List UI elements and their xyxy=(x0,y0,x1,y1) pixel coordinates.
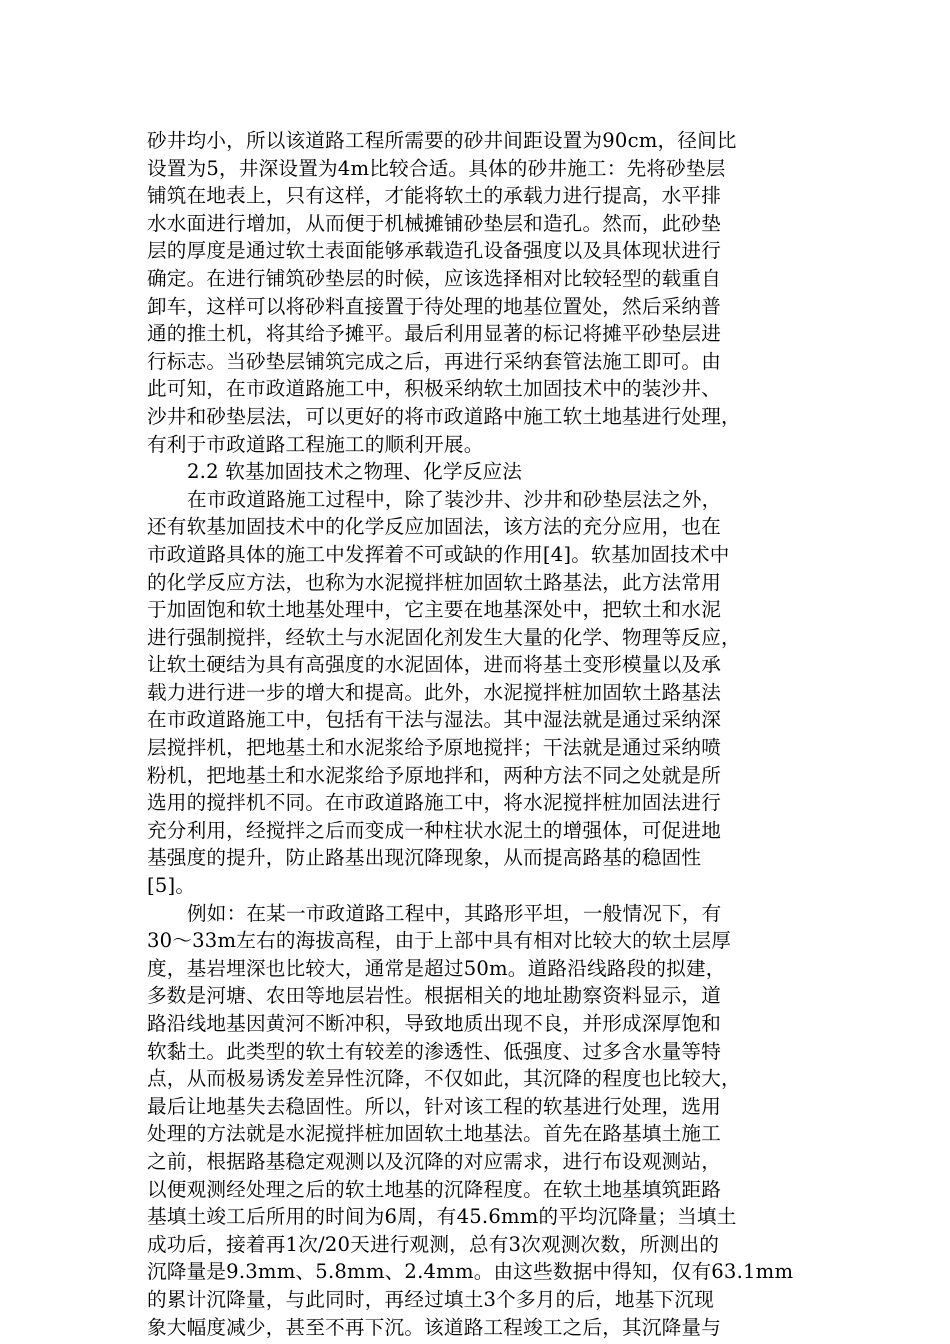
text-line: 层搅拌机，把地基土和水泥浆给予原地搅拌；干法就是通过采纳喷 xyxy=(147,736,722,760)
document-page xyxy=(147,127,807,1341)
text-line: 层的厚度是通过软土表面能够承载造孔设备强度以及具体现状进行 xyxy=(147,239,722,263)
text-line: 有利于市政道路工程施工的顺利开展。 xyxy=(147,432,484,456)
text-line: 粉机，把地基土和水泥浆给予原地拌和，两种方法不同之处就是所 xyxy=(147,763,722,787)
text-line: 充分利用，经搅拌之后而变成一种柱状水泥土的增强体，可促进地 xyxy=(147,818,722,842)
text-line: 进行强制搅拌，经软土与水泥固化剂发生大量的化学、物理等反应， xyxy=(147,625,741,649)
text-line: 软黏土。此类型的软土有较差的渗透性、低强度、过多含水量等特 xyxy=(147,1039,722,1063)
text-line: 以便观测经处理之后的软土地基的沉降程度。在软土地基填筑距路 xyxy=(147,1177,722,1201)
text-line: 行标志。当砂垫层铺筑完成之后，再进行采纳套管法施工即可。由 xyxy=(147,349,722,373)
text-line: 于加固饱和软土地基处理中，它主要在地基深处中，把软土和水泥 xyxy=(147,598,722,622)
text-line: 确定。在进行铺筑砂垫层的时候，应该选择相对比较轻型的载重自 xyxy=(147,266,722,290)
text-line: 砂井均小，所以该道路工程所需要的砂井间距设置为90cm，径间比 xyxy=(147,129,737,152)
text-line: 多数是河塘、农田等地层岩性。根据相关的地址勘察资料显示，道 xyxy=(147,984,722,1008)
text-line: 最后让地基失去稳固性。所以，针对该工程的软基进行处理，选用 xyxy=(147,1094,722,1118)
text-line: 还有软基加固技术中的化学反应加固法，该方法的充分应用，也在 xyxy=(147,515,722,539)
text-line: [5]。 xyxy=(147,874,196,898)
text-line: 路沿线地基因黄河不断冲积，导致地质出现不良，并形成深厚饱和 xyxy=(147,1012,722,1035)
section-heading: 2.2 软基加固技术之物理、化学反应法 xyxy=(187,460,523,484)
text-line: 度，基岩埋深也比较大，通常是超过50m。道路沿线路段的拟建， xyxy=(147,956,726,980)
text-line: 基填土竣工后所用的时间为6周，有45.6mm的平均沉降量；当填土 xyxy=(147,1205,737,1229)
text-line: 之前，根据路基稳定观测以及沉降的对应需求，进行布设观测站， xyxy=(147,1149,722,1173)
text-line: 通的推土机，将其给予摊平。最后利用显著的标记将摊平砂垫层进 xyxy=(147,322,722,346)
text-line: 成功后，接着再1次/20天进行观测，总有3次观测次数，所测出的 xyxy=(147,1232,720,1256)
text-line: 点，从而极易诱发差异性沉降，不仅如此，其沉降的程度也比较大， xyxy=(147,1067,741,1091)
text-line: 设置为5，井深设置为4m比较合适。具体的砂井施工：先将砂垫层 xyxy=(147,156,726,180)
text-line: 选用的搅拌机不同。在市政道路施工中，将水泥搅拌桩加固法进行 xyxy=(147,791,722,815)
paragraph-first-line: 在市政道路施工过程中，除了装沙井、沙井和砂垫层法之外， xyxy=(187,487,722,511)
text-line: 水水面进行增加，从而便于机械摊铺砂垫层和造孔。然而，此砂垫 xyxy=(147,211,722,235)
text-line: 载力进行进一步的增大和提高。此外，水泥搅拌桩加固软土路基法 xyxy=(147,680,722,704)
text-line: 象大幅度减少，甚至不再下沉。该道路工程竣工之后，其沉降量与 xyxy=(147,1315,722,1339)
text-line: 市政道路具体的施工中发挥着不可或缺的作用[4]。软基加固技术中 xyxy=(147,542,730,566)
text-line: 的化学反应方法，也称为水泥搅拌桩加固软土路基法，此方法常用 xyxy=(147,570,722,594)
text-line: 卸车，这样可以将砂料直接置于待处理的地基位置处，然后采纳普 xyxy=(147,294,722,318)
text-line: 30～33m左右的海拔高程，由于上部中具有相对比较大的软土层厚 xyxy=(147,929,732,953)
text-line: 铺筑在地表上，只有这样，才能将软土的承载力进行提高，水平排 xyxy=(147,184,722,208)
text-line: 在市政道路施工中，包括有干法与湿法。其中湿法就是通过采纳深 xyxy=(147,708,722,732)
text-line: 让软土硬结为具有高强度的水泥固体，进而将基土变形模量以及承 xyxy=(147,653,722,677)
text-line: 的累计沉降量，与此同时，再经过填土3个多月的后，地基下沉现 xyxy=(147,1287,714,1311)
text-line: 沙井和砂垫层法，可以更好的将市政道路中施工软土地基进行处理， xyxy=(147,404,741,428)
text-line: 此可知，在市政道路施工中，积极采纳软土加固技术中的装沙井、 xyxy=(147,377,722,401)
text-line: 处理的方法就是水泥搅拌桩加固软土地基法。首先在路基填土施工 xyxy=(147,1122,722,1146)
text-line: 沉降量是9.3mm、5.8mm、2.4mm。由这些数据中得知，仅有63.1mm xyxy=(147,1260,794,1284)
text-line: 基强度的提升，防止路基出现沉降现象，从而提高路基的稳固性 xyxy=(147,846,702,870)
paragraph-first-line: 例如：在某一市政道路工程中，其路形平坦，一般情况下，有 xyxy=(187,901,722,925)
